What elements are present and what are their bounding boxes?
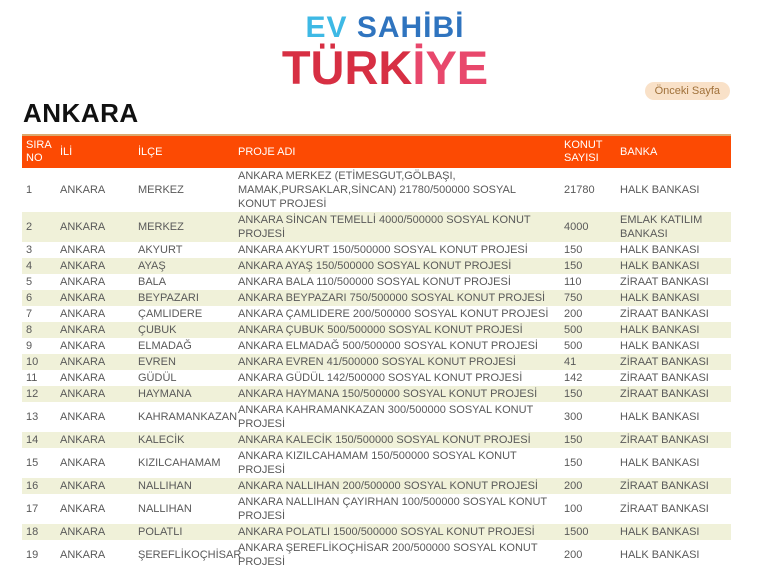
cell-ilce: NALLIHAN — [138, 480, 192, 492]
cell-proje-adi: ANKARA BALA 110/500000 SOSYAL KONUT PROJESİ — [238, 276, 511, 288]
cell-ili: ANKARA — [60, 276, 106, 288]
cell-ilce: NALLIHAN — [138, 503, 192, 515]
cell-ilce: EVREN — [138, 356, 176, 368]
cell-sira-no: 4 — [26, 260, 33, 272]
cell-proje-adi: ANKARA HAYMANA 150/500000 SOSYAL KONUT PROJESİ — [238, 388, 538, 400]
previous-page-button[interactable]: Önceki Sayfa — [645, 82, 730, 100]
cell-ili: ANKARA — [60, 260, 106, 272]
cell-sira-no: 2 — [26, 221, 33, 233]
site-logo — [0, 0, 770, 94]
cell-banka: HALK BANKASI — [620, 340, 700, 352]
cell-proje-adi: ANKARA POLATLI 1500/500000 SOSYAL KONUT PROJESİ — [238, 526, 535, 538]
cell-banka: HALK BANKASI — [620, 292, 700, 304]
cell-ilce: POLATLI — [138, 526, 183, 538]
cell-banka: EMLAK KATILIM BANKASI — [620, 214, 703, 240]
column-header-ilce: İLÇE — [134, 135, 234, 168]
cell-banka: ZİRAAT BANKASI — [620, 434, 709, 446]
cell-banka: HALK BANKASI — [620, 260, 700, 272]
cell-sira-no: 6 — [26, 292, 33, 304]
cell-konut-sayisi: 500 — [564, 340, 583, 352]
cell-proje-adi: ANKARA ÇUBUK 500/500000 SOSYAL KONUT PROJESİ — [238, 324, 523, 336]
column-header-sira-no: SIRA NO — [22, 135, 56, 168]
column-header-ili: İLİ — [56, 135, 134, 168]
table-row — [22, 168, 731, 212]
cell-banka: ZİRAAT BANKASI — [620, 372, 709, 384]
cell-ilce: ŞEREFLİKOÇHİSAR — [138, 549, 242, 561]
cell-sira-no: 9 — [26, 340, 33, 352]
cell-ili: ANKARA — [60, 372, 106, 384]
table-row — [22, 432, 731, 448]
logo-iye-text: İYE — [412, 41, 489, 94]
logo-line-ev-sahibi — [0, 13, 770, 43]
cell-konut-sayisi: 750 — [564, 292, 583, 304]
cell-banka: HALK BANKASI — [620, 184, 700, 196]
cell-ilce: ELMADAĞ — [138, 340, 192, 352]
cell-konut-sayisi: 4000 — [564, 221, 589, 233]
cell-sira-no: 15 — [26, 457, 39, 469]
cell-konut-sayisi: 200 — [564, 308, 583, 320]
cell-proje-adi: ANKARA AYAŞ 150/500000 SOSYAL KONUT PROJESİ — [238, 260, 512, 272]
table-row — [22, 402, 731, 432]
cell-konut-sayisi: 150 — [564, 457, 583, 469]
table-body — [22, 168, 731, 570]
column-header-konut-sayisi: KONUT SAYISI — [560, 135, 616, 168]
cell-ilce: KAHRAMANKAZAN — [138, 411, 238, 423]
cell-sira-no: 14 — [26, 434, 39, 446]
table-row — [22, 306, 731, 322]
cell-sira-no: 16 — [26, 480, 39, 492]
cell-sira-no: 7 — [26, 308, 33, 320]
cell-banka: ZİRAAT BANKASI — [620, 480, 709, 492]
cell-ilce: BALA — [138, 276, 167, 288]
cell-konut-sayisi: 110 — [564, 276, 582, 288]
cell-konut-sayisi: 500 — [564, 324, 583, 336]
cell-proje-adi: ANKARA EVREN 41/500000 SOSYAL KONUT PROJESİ — [238, 356, 516, 368]
cell-ili: ANKARA — [60, 221, 106, 233]
cell-ili: ANKARA — [60, 324, 106, 336]
cell-proje-adi: ANKARA KAHRAMANKAZAN 300/500000 SOSYAL KONUT PROJESİ — [238, 404, 534, 430]
cell-ili: ANKARA — [60, 526, 106, 538]
cell-ili: ANKARA — [60, 244, 106, 256]
cell-banka: ZİRAAT BANKASI — [620, 503, 709, 515]
table-header-row — [22, 135, 731, 168]
cell-proje-adi: ANKARA BEYPAZARI 750/500000 SOSYAL KONUT PROJESİ — [238, 292, 546, 304]
cell-sira-no: 5 — [26, 276, 33, 288]
cell-sira-no: 17 — [26, 503, 39, 515]
cell-proje-adi: ANKARA ÇAMLIDERE 200/500000 SOSYAL KONUT PROJESİ — [238, 308, 549, 320]
table-row — [22, 524, 731, 540]
cell-ili: ANKARA — [60, 184, 106, 196]
cell-banka: ZİRAAT BANKASI — [620, 388, 709, 400]
cell-ilce: KALECİK — [138, 434, 185, 446]
cell-ilce: ÇUBUK — [138, 324, 177, 336]
cell-banka: ZİRAAT BANKASI — [620, 276, 709, 288]
cell-ilce: KIZILCAHAMAM — [138, 457, 221, 469]
column-header-proje-adi: PROJE ADI — [234, 135, 560, 168]
table-row — [22, 494, 731, 524]
cell-sira-no: 10 — [26, 356, 39, 368]
cell-banka: HALK BANKASI — [620, 324, 700, 336]
cell-banka: ZİRAAT BANKASI — [620, 308, 709, 320]
cell-konut-sayisi: 100 — [564, 503, 583, 515]
cell-konut-sayisi: 200 — [564, 549, 583, 561]
cell-ilce: MERKEZ — [138, 221, 184, 233]
cell-ili: ANKARA — [60, 480, 106, 492]
table-row — [22, 290, 731, 306]
cell-konut-sayisi: 41 — [564, 356, 577, 368]
logo-turk-text: TÜRK — [281, 41, 413, 94]
cell-banka: HALK BANKASI — [620, 526, 700, 538]
cell-ili: ANKARA — [60, 457, 106, 469]
table-row — [22, 242, 731, 258]
cell-ili: ANKARA — [60, 411, 106, 423]
cell-banka: HALK BANKASI — [620, 411, 700, 423]
table-row — [22, 540, 731, 570]
cell-banka: HALK BANKASI — [620, 244, 700, 256]
cell-konut-sayisi: 300 — [564, 411, 583, 423]
cell-ilce: AKYURT — [138, 244, 183, 256]
cell-konut-sayisi: 142 — [564, 372, 583, 384]
cell-proje-adi: ANKARA KALECİK 150/500000 SOSYAL KONUT PROJESİ — [238, 434, 531, 446]
page-title: ANKARA — [23, 98, 139, 128]
cell-ilce: ÇAMLIDERE — [138, 308, 203, 320]
table-row — [22, 386, 731, 402]
cell-sira-no: 18 — [26, 526, 39, 538]
cell-sira-no: 19 — [26, 549, 39, 561]
cell-proje-adi: ANKARA NALLIHAN 200/500000 SOSYAL KONUT PROJESİ — [238, 480, 538, 492]
projects-table — [22, 134, 731, 570]
cell-sira-no: 13 — [26, 411, 39, 423]
column-header-banka: BANKA — [616, 135, 731, 168]
cell-konut-sayisi: 1500 — [564, 526, 589, 538]
cell-banka: ZİRAAT BANKASI — [620, 356, 709, 368]
cell-konut-sayisi: 150 — [564, 244, 583, 256]
cell-proje-adi: ANKARA KIZILCAHAMAM 150/500000 SOSYAL KONUT PROJESİ — [238, 450, 517, 476]
cell-proje-adi: ANKARA AKYURT 150/500000 SOSYAL KONUT PROJESİ — [238, 244, 528, 256]
table-row — [22, 478, 731, 494]
logo-ev-text: EV — [305, 11, 357, 44]
cell-sira-no: 3 — [26, 244, 33, 256]
cell-ili: ANKARA — [60, 308, 106, 320]
cell-proje-adi: ANKARA ELMADAĞ 500/500000 SOSYAL KONUT PROJESİ — [238, 340, 538, 352]
cell-ilce: BEYPAZARI — [138, 292, 199, 304]
cell-proje-adi: ANKARA MERKEZ (ETİMESGUT,GÖLBAŞI, MAMAK,PURSAKLAR,SİNCAN) 21780/500000 SOSYAL KONUT PROJESİ — [238, 170, 516, 210]
cell-proje-adi: ANKARA GÜDÜL 142/500000 SOSYAL KONUT PROJESİ — [238, 372, 523, 384]
cell-ili: ANKARA — [60, 340, 106, 352]
cell-ilce: GÜDÜL — [138, 372, 177, 384]
table-row — [22, 354, 731, 370]
cell-konut-sayisi: 150 — [564, 434, 583, 446]
cell-banka: HALK BANKASI — [620, 457, 700, 469]
table-row — [22, 322, 731, 338]
cell-ili: ANKARA — [60, 388, 106, 400]
logo-sahibi-text: SAHİBİ — [356, 11, 465, 44]
cell-ili: ANKARA — [60, 549, 106, 561]
cell-ili: ANKARA — [60, 356, 106, 368]
cell-konut-sayisi: 150 — [564, 388, 583, 400]
cell-ili: ANKARA — [60, 292, 106, 304]
cell-sira-no: 12 — [26, 388, 39, 400]
cell-ilce: AYAŞ — [138, 260, 166, 272]
cell-sira-no: 11 — [26, 372, 38, 384]
table-row — [22, 212, 731, 242]
table-row — [22, 338, 731, 354]
cell-ili: ANKARA — [60, 503, 106, 515]
table-row — [22, 274, 731, 290]
cell-konut-sayisi: 200 — [564, 480, 583, 492]
cell-proje-adi: ANKARA SİNCAN TEMELLİ 4000/500000 SOSYAL KONUT PROJESİ — [238, 214, 531, 240]
cell-ilce: HAYMANA — [138, 388, 192, 400]
cell-ilce: MERKEZ — [138, 184, 184, 196]
table-row — [22, 370, 731, 386]
cell-banka: HALK BANKASI — [620, 549, 700, 561]
cell-konut-sayisi: 21780 — [564, 184, 595, 196]
cell-konut-sayisi: 150 — [564, 260, 583, 272]
table-row — [22, 258, 731, 274]
cell-proje-adi: ANKARA ŞEREFLİKOÇHİSAR 200/500000 SOSYAL KONUT PROJESİ — [238, 542, 538, 568]
cell-sira-no: 1 — [26, 184, 33, 196]
cell-sira-no: 8 — [26, 324, 33, 336]
table-header — [22, 135, 731, 168]
cell-proje-adi: ANKARA NALLIHAN ÇAYIRHAN 100/500000 SOSYAL KONUT PROJESİ — [238, 496, 547, 522]
cell-ili: ANKARA — [60, 434, 106, 446]
table-row — [22, 448, 731, 478]
